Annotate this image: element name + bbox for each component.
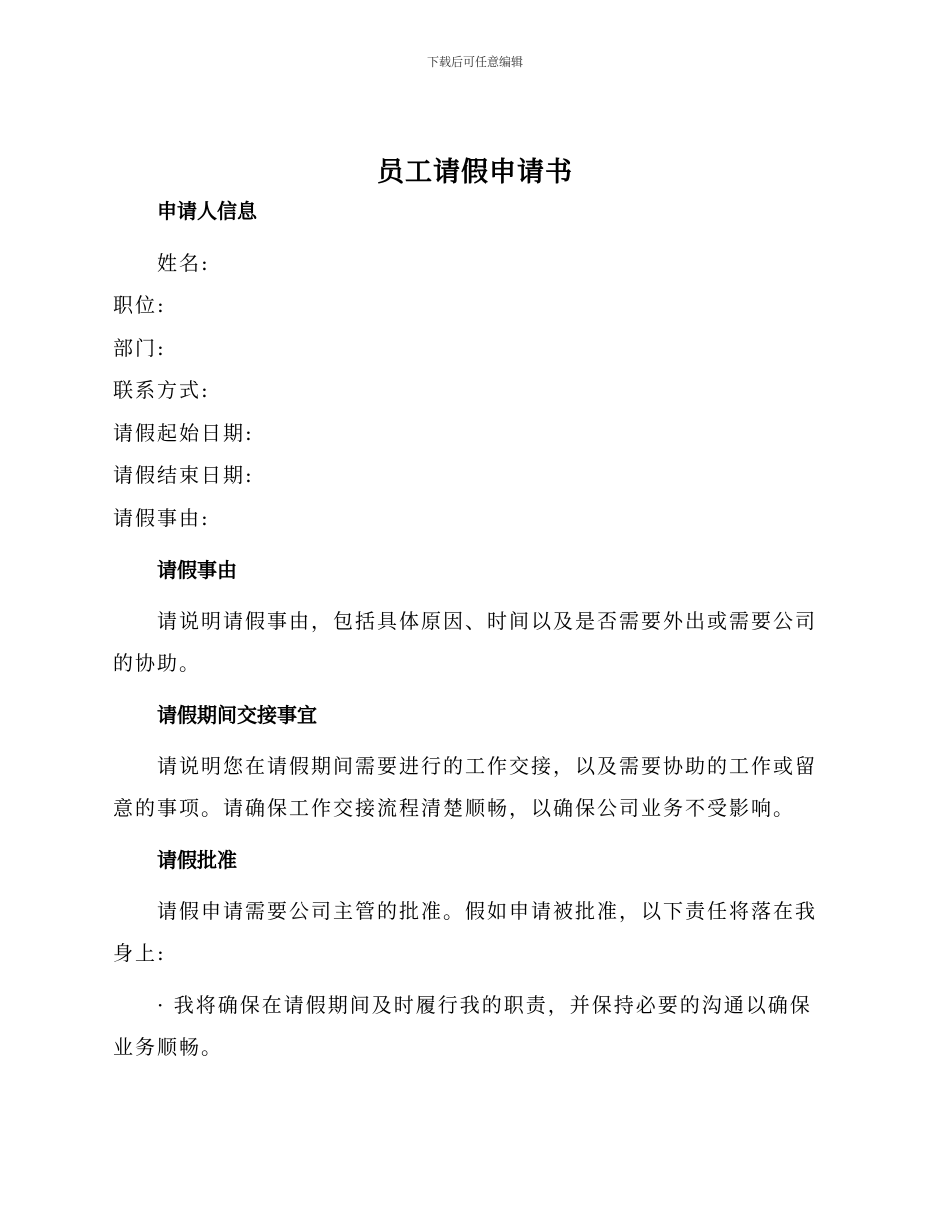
approval-paragraph: 请假申请需要公司主管的批准。假如申请被批准，以下责任将落在我身上: xyxy=(113,899,817,965)
end-date-field-label: 请假结束日期: xyxy=(113,463,254,487)
responsibility-bullet: · 我将确保在请假期间及时履行我的职责，并保持必要的沟通以确保业务顺畅。 xyxy=(113,993,812,1059)
header-note: 下载后可任意编辑 xyxy=(426,55,523,69)
handover-heading: 请假期间交接事宜 xyxy=(157,703,317,727)
start-date-field-label: 请假起始日期: xyxy=(113,421,254,445)
position-field-label: 职位: xyxy=(113,293,166,317)
reason-paragraph: 请说明请假事由，包括具体原因、时间以及是否需要外出或需要公司的协助。 xyxy=(113,609,817,675)
handover-paragraph: 请说明您在请假期间需要进行的工作交接，以及需要协助的工作或留意的事项。请确保工作交接流程清楚顺畅，以确保公司业务不受影响。 xyxy=(113,754,817,820)
name-field-label: 姓名: xyxy=(157,251,210,275)
department-field-label: 部门: xyxy=(113,336,166,360)
contact-field-label: 联系方式: xyxy=(113,378,210,402)
reason-heading: 请假事由 xyxy=(157,558,237,582)
applicant-info-heading: 申请人信息 xyxy=(157,199,257,223)
reason-field-label: 请假事由: xyxy=(113,506,210,530)
approval-heading: 请假批准 xyxy=(157,848,237,872)
document-title: 员工请假申请书 xyxy=(377,157,573,188)
